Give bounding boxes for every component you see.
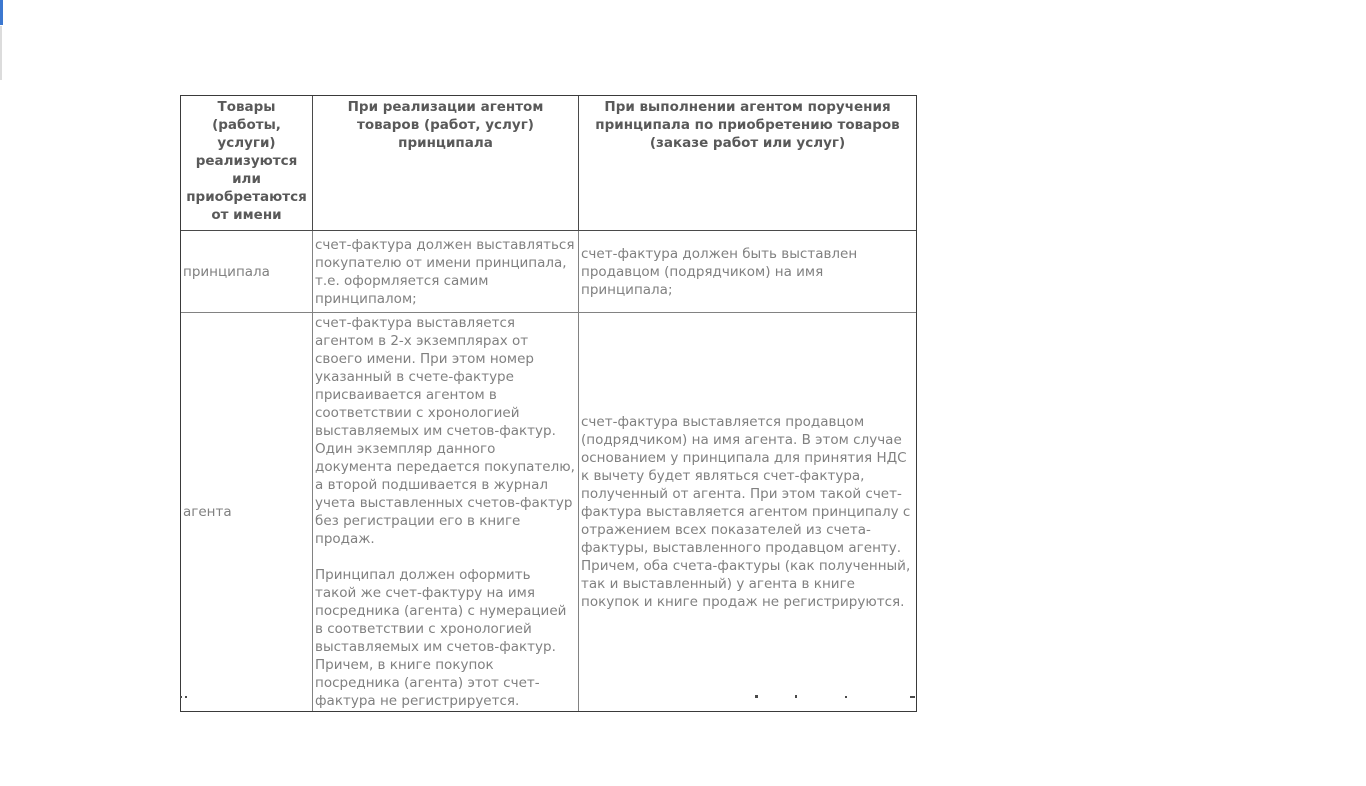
- invoice-rules-table-container: [180, 95, 917, 712]
- window-edge-gray-bar: [0, 26, 2, 80]
- window-edge-blue-bar: [0, 0, 3, 25]
- table-header-row: [181, 96, 917, 231]
- cell-principal-purchase: счет-фактура должен быть выставлен продавцом (подрядчиком) на имя принципала;: [579, 231, 917, 313]
- table-row: [181, 313, 917, 712]
- table-row: [181, 231, 917, 313]
- header-cell-subject: Товары (работы, услуги) реализуются или приобретаются от имени: [181, 96, 313, 231]
- cell-agent-purchase: счет-фактура выставляется продавцом (подрядчиком) на имя агента. В этом случае основанием у принципала для принятия НДС к вычету будет являться счет-фактура, полученный от агента. При этом такой счет-фактура выставляется агентом принципалу с отражением всех показателей из счета-фактуры, выставленного продавцом агенту. Причем, оба счета-фактуры (как полученный, так и выставленный) у агента в книге покупок и книге продаж не регистрируются.: [579, 313, 917, 712]
- cell-principal-name: принципала: [181, 231, 313, 313]
- clipped-text-fragments: [180, 695, 916, 699]
- header-cell-sale-by-agent: При реализации агентом товаров (работ, услуг) принципала: [313, 96, 579, 231]
- cell-agent-name: агента: [181, 313, 313, 712]
- header-cell-purchase-by-agent: При выполнении агентом поручения принципала по приобретению товаров (заказе работ или услуг): [579, 96, 917, 231]
- invoice-rules-table: [180, 95, 917, 712]
- cell-agent-sale-paragraph-2: Принципал должен оформить такой же счет-фактуру на имя посредника (агента) с нумерацией в соответствии с хронологией выставляемых им счетов-фактур. Причем, в книге покупок посредника (агента) этот счет-фактура не регистрируется.: [315, 567, 567, 709]
- cell-agent-sale: [313, 313, 579, 712]
- cell-agent-sale-paragraph-1: счет-фактура выставляется агентом в 2-х экземплярах от своего имени. При этом номер указанный в счете-фактуре присваивается агентом в соответствии с хронологией выставляемых им счетов-фактур. Один экземпляр данного документа передается покупателю, а второй подшивается в журнал учета выставленных счетов-фактур без регистрации его в книге продаж.: [315, 315, 575, 547]
- cell-principal-sale: счет-фактура должен выставляться покупателю от имени принципала, т.е. оформляется самим принципалом;: [313, 231, 579, 313]
